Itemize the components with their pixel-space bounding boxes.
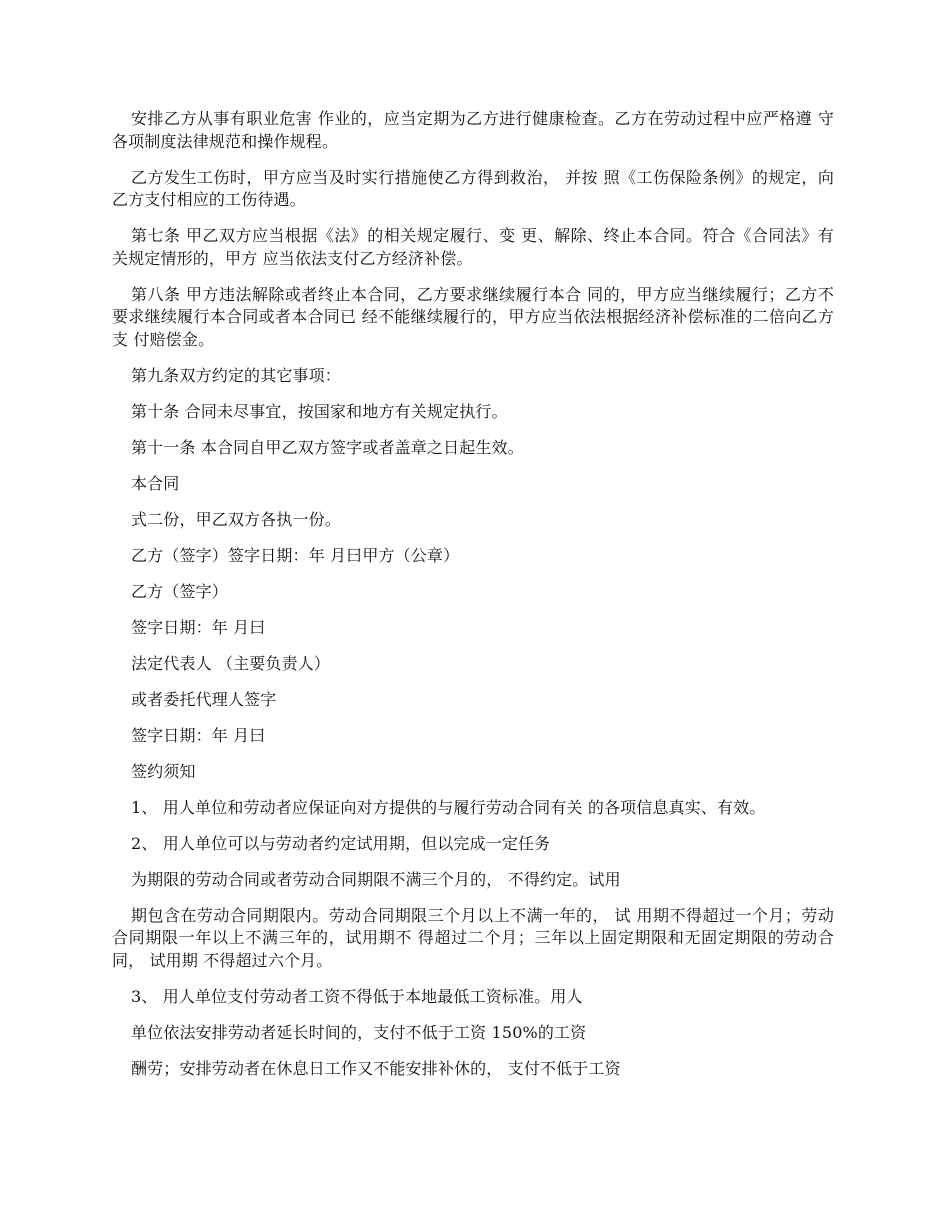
document-page <box>112 108 834 1094</box>
signature-line: 乙方（签字） <box>131 581 228 601</box>
notice-item: 1、 用人单位和劳动者应保证向对方提供的与履行劳动合同有关 的各项信息真实、有效。 <box>131 797 766 817</box>
paragraph: 为期限的劳动合同或者劳动合同期限不满三个月的， 不得约定。试用 <box>131 869 621 889</box>
signature-line: 法定代表人 （主要负责人） <box>131 653 331 673</box>
paragraph: 第九条双方约定的其它事项： <box>131 365 341 385</box>
signature-date-line: 签字日期：年 月曰 <box>131 725 266 745</box>
notice-item: 2、 用人单位可以与劳动者约定试用期，但以完成一定任务 <box>131 833 551 853</box>
paragraph: 第七条 甲乙双方应当根据《法》的相关规定履行、变 更、解除、终止本合同。符合《合同法》有关规定情形的，甲方 应当依法支付乙方经济补偿。 <box>112 226 834 268</box>
paragraph: 乙方发生工伤时，甲方应当及时实行措施使乙方得到救治， 并按 照《工伤保险条例》的规定，向乙方支付相应的工伤待遇。 <box>112 167 834 209</box>
paragraph: 单位依法安排劳动者延长时间的，支付不低于工资 150%的工资 <box>131 1022 587 1042</box>
signature-date-line: 签字日期：年 月曰 <box>131 617 266 637</box>
paragraph: 式二份，甲乙双方各执一份。 <box>131 509 341 529</box>
paragraph: 酬劳；安排劳动者在休息日工作又不能安排补休的， 支付不低于工资 <box>131 1058 621 1078</box>
paragraph: 安排乙方从事有职业危害 作业的，应当定期为乙方进行健康检查。乙方在劳动过程中应严格遵 守各项制度法律规范和操作规程。 <box>112 109 834 151</box>
paragraph: 第八条 甲方违法解除或者终止本合同，乙方要求继续履行本合 同的，甲方应当继续履行；乙方不要求继续履行本合同或者本合同已 经不能继续履行的，甲方应当依法根据经济补偿标准的二倍向乙方支 付赔偿金。 <box>112 284 834 349</box>
paragraph: 期包含在劳动合同期限内。劳动合同期限三个月以上不满一年的， 试 用期不得超过一个月；劳动合同期限一年以上不满三年的，试用期不 得超过二个月；三年以上固定期限和无固定期限的劳动合同， 试用期 不得超过六个月。 <box>112 905 834 970</box>
section-heading: 签约须知 <box>131 761 196 781</box>
notice-item: 3、 用人单位支付劳动者工资不得低于本地最低工资标准。用人 <box>131 986 583 1006</box>
paragraph: 第十条 合同未尽事宜，按国家和地方有关规定执行。 <box>131 401 508 421</box>
signature-line: 或者委托代理人签字 <box>131 689 277 709</box>
paragraph: 本合同 <box>131 473 180 493</box>
paragraph: 第十一条 本合同自甲乙双方签字或者盖章之日起生效。 <box>131 437 524 457</box>
signature-line: 乙方（签字）签字日期：年 月曰甲方（公章） <box>131 545 460 565</box>
